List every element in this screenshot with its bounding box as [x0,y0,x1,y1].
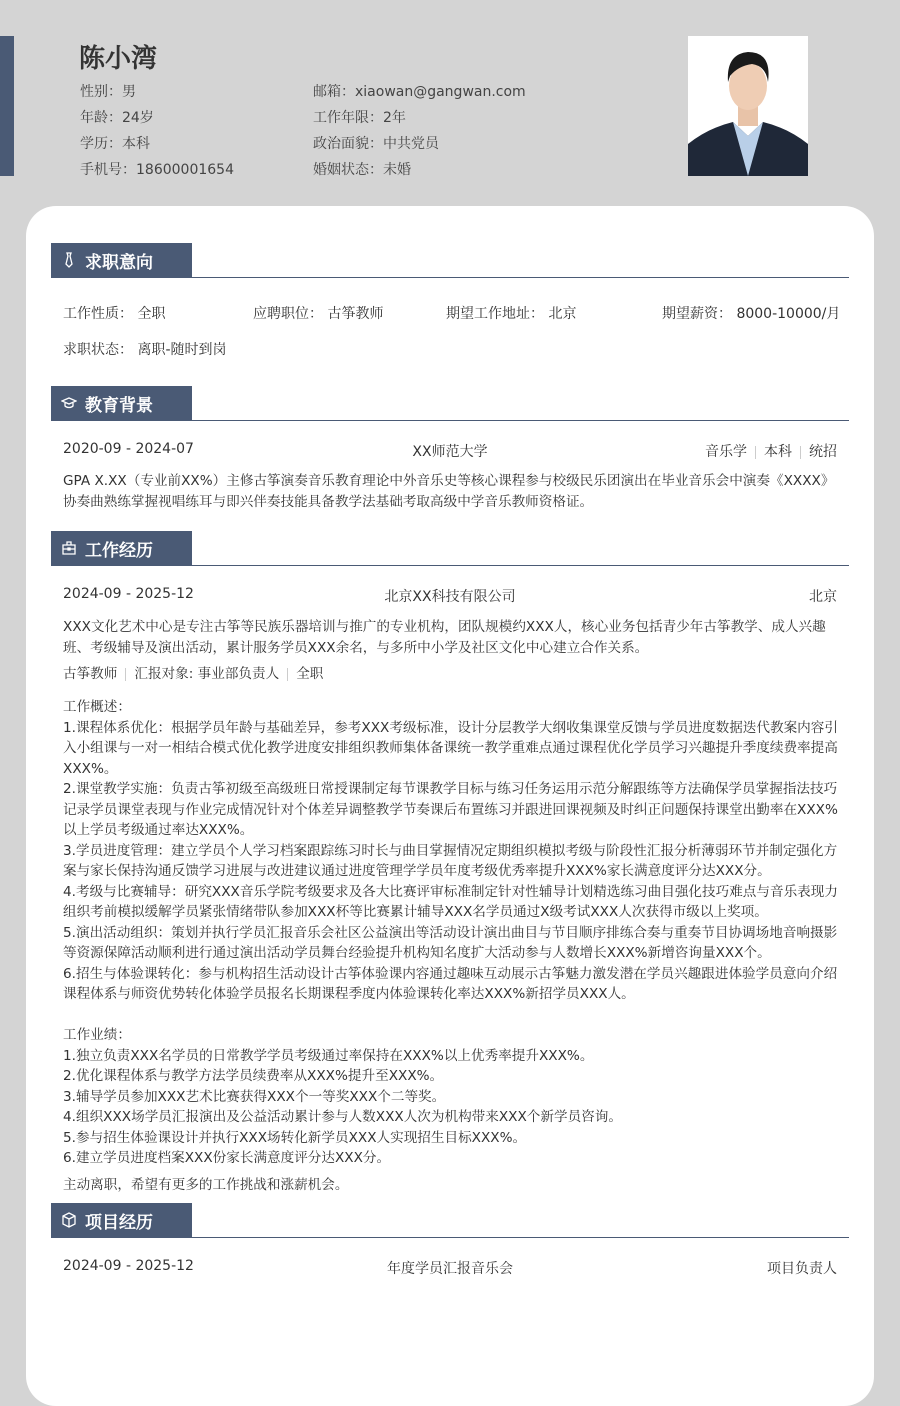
age: 年龄：24岁 [80,110,154,126]
target-position: 应聘职位： 古筝教师 [253,306,384,322]
section-title: 教育背景 [85,395,153,416]
employment-type: 全职 [296,666,324,682]
expected-salary: 期望薪资： 8000-10000/月 [662,306,841,322]
education-description: GPA X.XX（专业前XX%）主修古筝演奏音乐教育理论中外音乐史等核心课程参与校级民乐团演出在毕业音乐会中演奏《XXXX》协奏曲熟练掌握视唱练耳与即兴伴奏技能具备教学法基础考取高级中学音乐教师资格证。 [63,473,835,510]
section-title: 工作经历 [85,540,153,561]
major: 音乐学 [705,444,747,460]
job-title: 古筝教师 [63,666,118,682]
section-header-work [51,531,849,566]
overview-item: 3.学员进度管理：建立学员个人学习档案跟踪练习时长与曲目掌握情况定期组织模拟考级与阶段性汇报分析薄弱环节并制定强化方案与家长保持沟通反馈学习进展与改进建议通过进度管理学学员年度考级优秀率提升XXX%家长满意度评分达XXX分。 [63,842,838,879]
report-to: 汇报对象: 事业部负责人 [134,666,280,682]
company-description: XXX文化艺术中心是专注古筝等民族乐器培训与推广的专业机构，团队规模约XXX人，核心业务包括青少年古筝教学、成人兴趣班、考级辅导及演出活动，累计服务学员XXX余名，与多所中小学及社区文化中心建立合作关系。 [63,619,826,656]
briefcase-icon [61,540,77,556]
overview-item: 5.演出活动组织：策划并执行学员汇报音乐会社区公益演出等活动设计演出曲目与节目顺序排练合奏与重奏节目协调场地音响摄影等资源保障活动顺利进行通过演出活动学员舞台经验提升机构知名度扩大活动参与人数增长XXX%新增咨询量XXX个。 [63,924,838,961]
tie-icon [61,252,77,268]
degree: 本科 [764,444,792,460]
section-header-projects [51,1203,849,1238]
achievements-title: 工作业绩： [63,1027,131,1043]
candidate-name: 陈小湾 [79,44,158,74]
achievement-item: 3.辅导学员参加XXX艺术比赛获得XXX个一等奖XXX个二等奖。 [63,1088,446,1105]
gender: 性别：男 [80,84,136,100]
basic-info-right [313,79,526,183]
achievement-item: 6.建立学员进度档案XXX份家长满意度评分达XXX分。 [63,1150,391,1166]
education-row [63,441,837,461]
phone: 手机号：18600001654 [80,162,234,178]
overview-item: 4.考级与比赛辅导：研究XXX音乐学院考级要求及各大比赛评审标准制定针对性辅导计划精选练习曲目强化技巧难点与音乐表现力组织考前模拟缓解学员紧张情绪带队参加XXX杯等比赛累计辅导XXX名学员通过X级考试XXX人次获得市级以上奖项。 [63,883,838,920]
project-row [63,1258,837,1278]
job-type: 工作性质： 全职 [63,306,166,322]
overview-item: 2.课堂教学实施：负责古筝初级至高级班日常授课制定每节课教学目标与练习任务运用示范分解跟练等方法确保学员掌握指法技巧记录学员课堂表现与作业完成情况针对个体差异调整教学节奏课后布置练习并跟进回课视频及时纠正问题保持课堂出勤率在XXX%以上学员考级通过率达XXX%。 [63,781,838,838]
work-years: 工作年限：2年 [313,110,406,126]
target-location: 期望工作地址： 北京 [446,306,577,322]
work-city: 北京 [809,589,837,605]
overview-item: 1.课程体系优化：根据学员年龄与基础差异，参考XXX考级标准，设计分层教学大纲收集课堂反馈与学员进度数据迭代教案内容引入小组课与一对一相结合模式优化教学进度安排组织教师集体备课统一教学重难点通过课程优化学员学习兴趣提升季度续费率提高XXX%。 [63,719,838,777]
project-dates: 2024-09 - 2025-12 [63,1258,194,1274]
overview-title: 工作概述： [63,699,131,715]
work-overview [63,697,843,1195]
overview-item: 6.招生与体验课转化：参与机构招生活动设计古筝体验课内容通过趣味互动展示古筝魅力激发潜在学员兴趣跟进体验学员意向介绍课程体系与师资优势转化体验学员报名长期课程季度内体验课转化率达XXX%新招学员XXX人。 [63,965,838,1002]
work-row [63,586,837,606]
section-header-education [51,386,849,421]
section-header-job-intent [51,243,849,278]
achievement-item: 1.独立负责XXX名学员的日常教学学员考级通过率保持在XXX%以上优秀率提升XXX%。 [63,1047,594,1064]
work-dates: 2024-09 - 2025-12 [63,586,194,602]
work-tags [63,664,843,685]
cube-icon [61,1212,77,1228]
section-title: 项目经历 [85,1212,153,1233]
enrollment-type: 统招 [809,444,837,460]
education-level: 学历：本科 [80,136,150,152]
education-dates: 2020-09 - 2024-07 [63,441,194,457]
achievement-item: 5.参与招生体验课设计并执行XXX场转化新学员XXX人实现招生目标XXX%。 [63,1129,527,1146]
project-role: 项目负责人 [767,1261,837,1277]
marital-status: 婚姻状态：未婚 [313,162,411,178]
section-title: 求职意向 [85,252,153,273]
project-name: 年度学员汇报音乐会 [387,1261,513,1277]
achievement-item: 2.优化课程体系与教学方法学员续费率从XXX%提升至XXX%。 [63,1068,444,1084]
graduation-cap-icon [61,395,77,411]
education-tags [705,441,837,461]
email: 邮箱：xiaowan@gangwan.com [313,84,526,100]
basic-info-left [80,79,234,183]
profile-photo [688,36,808,176]
company-name: 北京XX科技有限公司 [384,589,516,605]
header-accent-bar [0,36,14,176]
political-status: 政治面貌：中共党员 [313,136,439,152]
job-status: 求职状态： 离职-随时到岗 [63,342,227,358]
achievement-item: 4.组织XXX场学员汇报演出及公益活动累计参与人数XXX人次为机构带来XXX个新学员咨询。 [63,1109,622,1125]
leave-reason: 主动离职，希望有更多的工作挑战和涨薪机会。 [63,1176,349,1193]
school-name: XX师范大学 [412,444,488,460]
